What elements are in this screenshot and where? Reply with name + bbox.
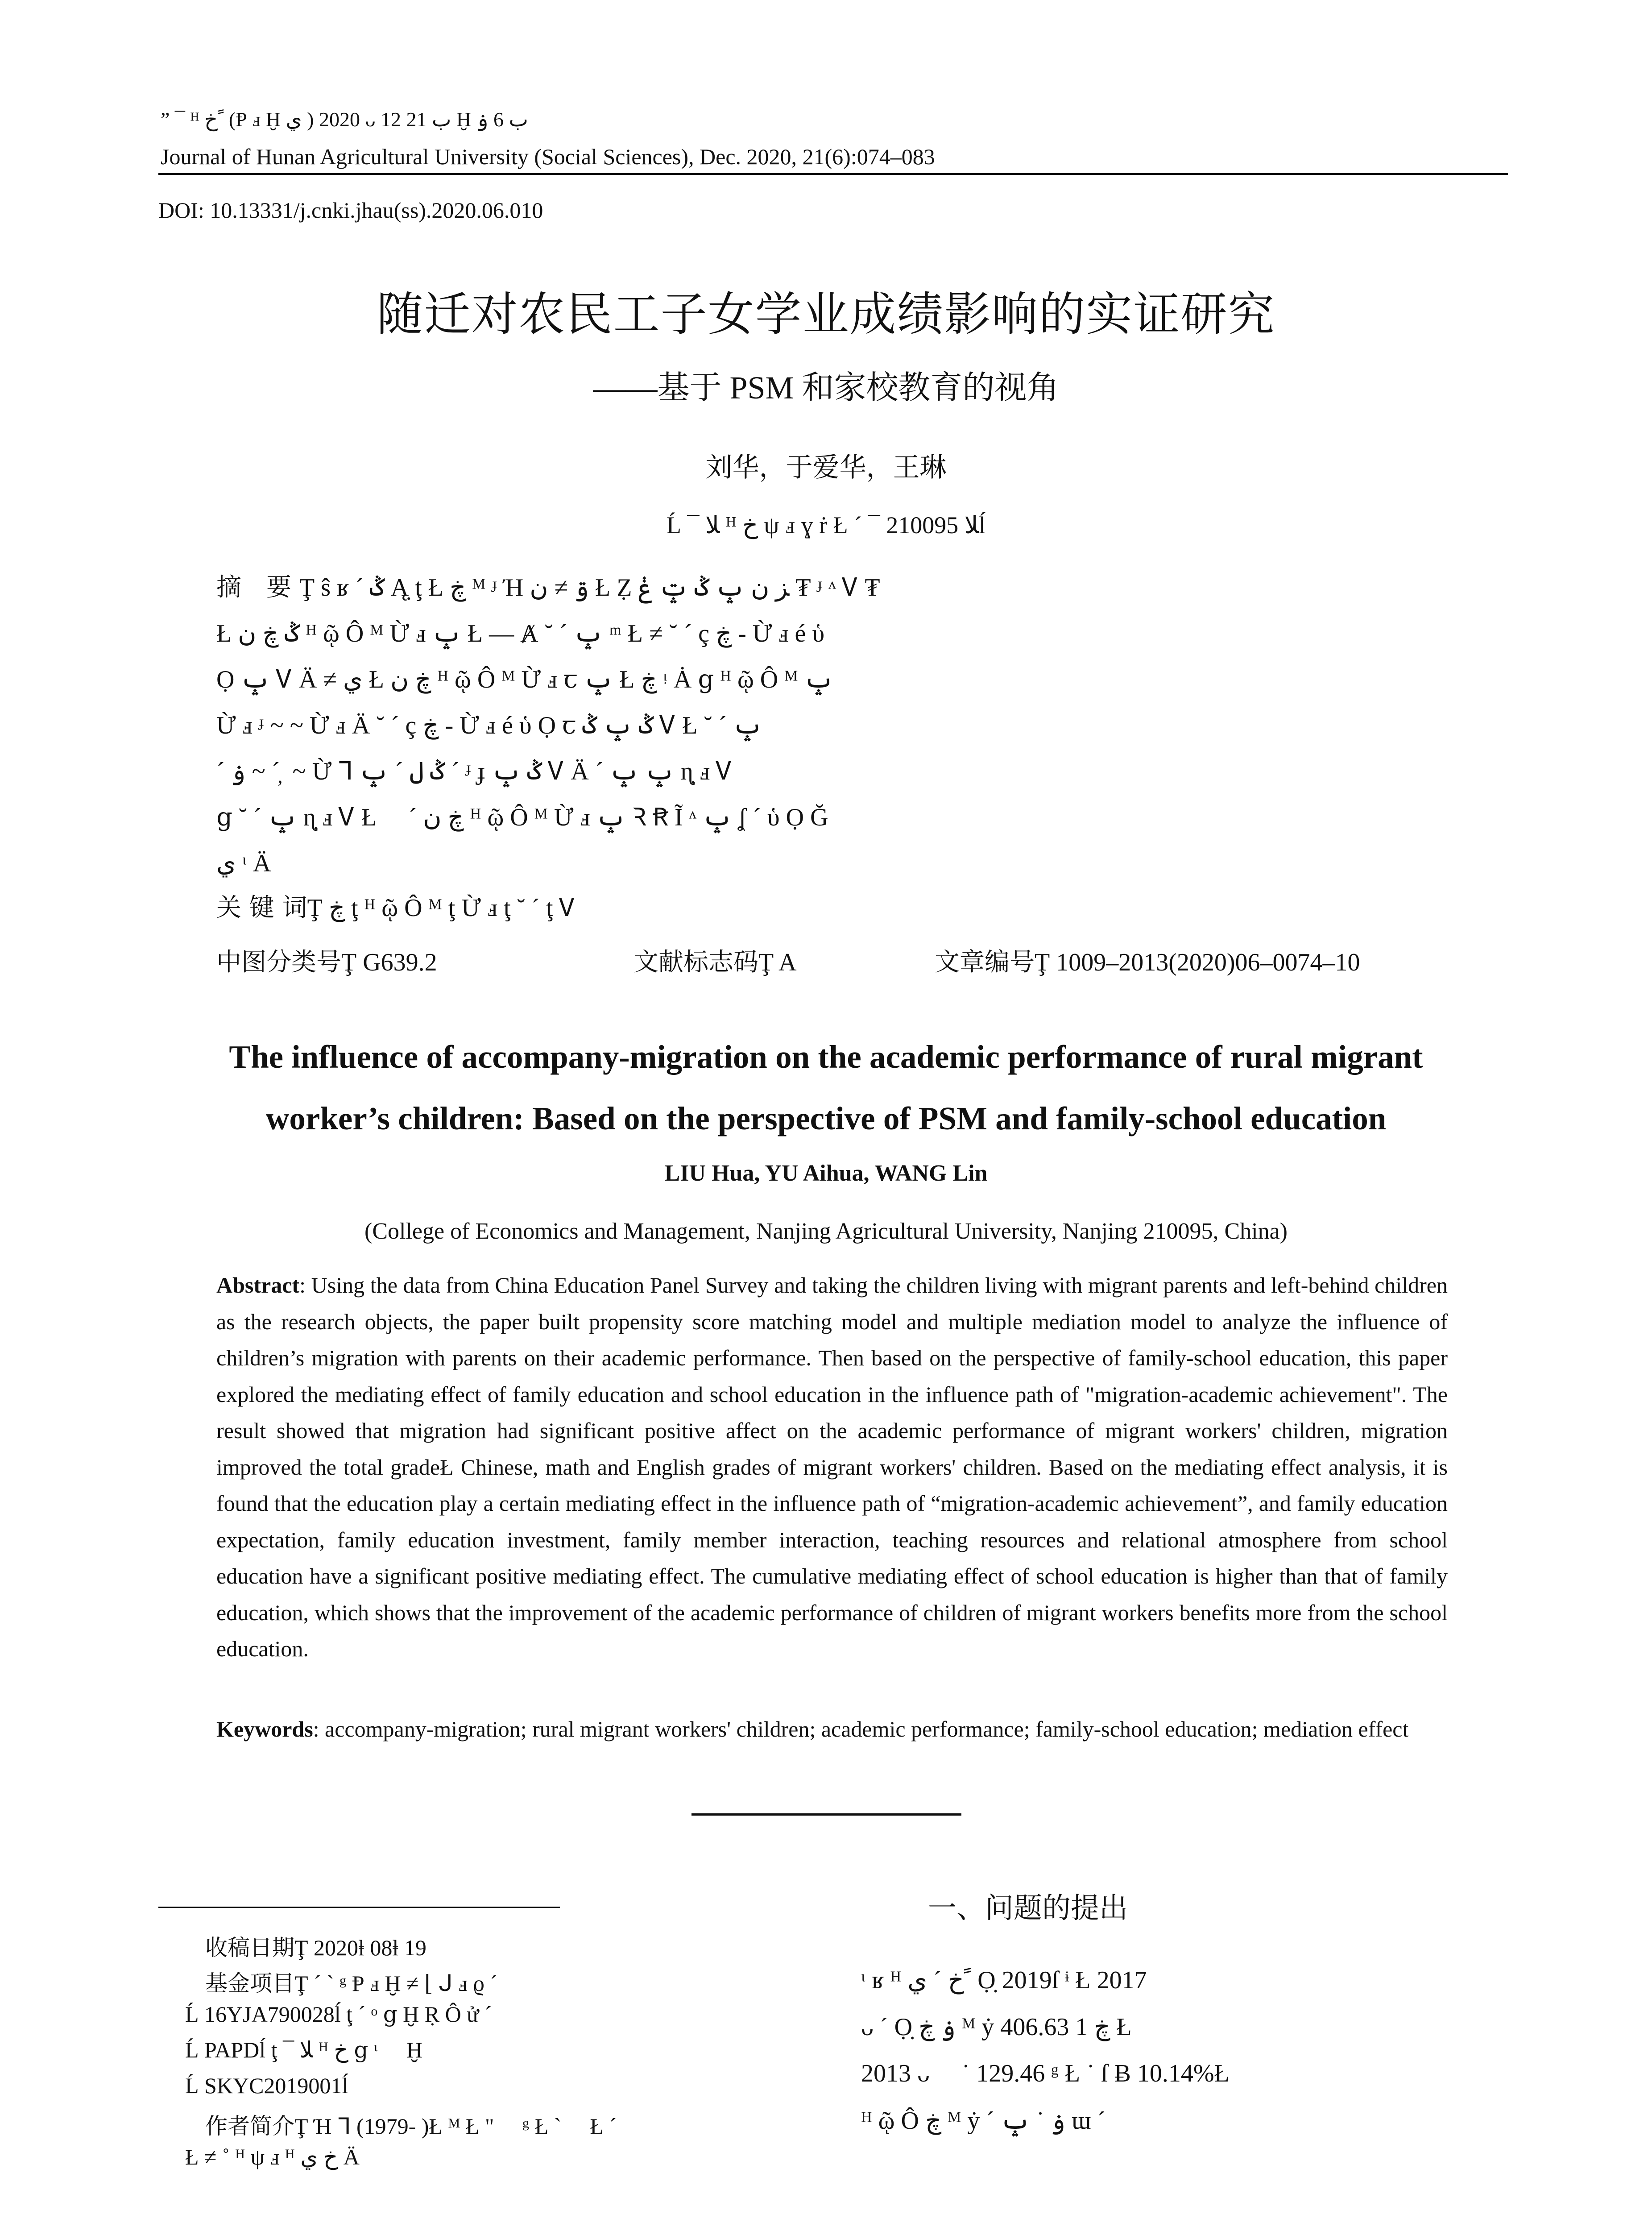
article-number-label: 文章编号	[935, 948, 1035, 977]
body-line: ᴗ ´ Ọ̣ ۏ ڿ ᴹ ẏ ڿ 1 406.63 Ł	[861, 2013, 1132, 2041]
footnote-fund-line: Ĺ PAPDĺ ţ ¯ ﻼ ᴴ خ ց ᶥ ⃞ Ḫ ﹐	[185, 2037, 446, 2062]
article-title-en-line1: The influence of accompany-migration on the academic performance of rural migrant	[229, 1039, 1423, 1075]
received-label: 收稿日期	[205, 1935, 294, 1961]
journal-header-cn: ” ¯ ᴴ خ ً (Ᵽ ⅎ Ḫ ي ) 2020 ᴗ 12 ب 21 Ḫ ب 6 ۏ	[161, 108, 528, 131]
author-intro-label: 作者简介	[205, 2113, 294, 2139]
body-line: ᴴ ῷ Ô ڿ ᴹ ẏ ´ ۏ ˙ ݒ ɯ ´	[861, 2107, 1106, 2135]
footnote-received	[205, 1930, 839, 1962]
abstract-cn-line: ց ˘ ´ ݒ ɳ̣ ⅎ Ꮩ Ł ⃞ ´ ڿ ﻥ ᴴ ῷ Ô ᴹ Ừ ⅎ ݒ Ꝛ Ꞧ Ĩ ᶺ ݒ ʆ ´ ὑ Ọ Ğ	[216, 804, 828, 831]
article-title-cn: 随迁对农民工子女学业成绩影响的实证研究	[377, 287, 1275, 341]
abstract-cn-line: ي ᶥ Ä	[216, 850, 271, 877]
keywords-cn	[216, 888, 1448, 924]
document-code-label: 文献标志码	[633, 948, 758, 977]
abstract-en-label: Abstract	[216, 1273, 300, 1298]
keywords-en-label: Keywords	[216, 1717, 313, 1742]
footnote-author	[205, 2108, 839, 2140]
affiliation-en: (College of Economics and Management, Nanjing Agricultural University, Nanjing 210095, China)	[364, 1219, 1288, 1244]
abstract-en-text: : Using the data from China Education Panel Survey and taking the children living with migrant parents and left-behind children as the research objects, the paper built propensity score matching model and multiple mediation model to analyze the influence of children’s migration with parents on their academic performance. Then based on the perspective of family-school education, this paper explored the mediating effect of family education and school education in the influence path of "migration-academic achievement". The result showed that migration had significant positive affect on the academic performance of migrant workers' children, migration improved the total gradeŁ Chinese, math and English grades of migrant workers' children. Based on the mediating effect analysis, it is found that the education play a certain mediating effect in the influence path of “migration-academic achievement”, and family education expectation, family education investment, family member interaction, teaching resources and relational atmosphere from school education have a significant positive mediating effect. The cumulative mediating effect of school education is higher than that of family education, which shows that the improvement of the academic performance of children of migrant workers benefits more from the school education.	[216, 1273, 1448, 1661]
separator-rule	[691, 1813, 961, 1816]
footnote-author-line: Ł ≠ ˚ ᴴ ψ ⅎ ᴴ خ ي Ä	[185, 2144, 360, 2169]
abstract-cn-line: Ţ ŝ ʁ ´ ݣ Ą̣ ţ Ł ڿ ᴹ ᶡ Ή ۊ ≠ ﻥ Ł Ẓ ﺰ ﻥ ݒ ݣ ݓ ݟ ₮ ᶡ ᶺ Ꮩ ₮	[299, 574, 880, 601]
journal-header-en: Journal of Hunan Agricultural University (Social Sciences), Dec. 2020, 21(6):074–083	[161, 144, 935, 169]
authors-en: LIU Hua, YU Aihua, WANG Lin	[664, 1161, 988, 1186]
article-title-en-line2: worker’s children: Based on the perspective of PSM and family-school education	[265, 1100, 1387, 1136]
abstract-cn-line: Ừ ⅎ ᶡ ~ ~ Ừ ⅎ Ä ˘ ´ ç ڿ - Ừ ⅎ é ὑ Ọ ꞇ ݣ ݒ ݣ Ꮩ Ł ˘ ´ ݒ	[216, 712, 762, 739]
abstract-en	[216, 1267, 1448, 1667]
keywords-en-text: : accompany-migration; rural migrant workers' children; academic performance; family-school education; mediation effect	[313, 1717, 1409, 1742]
clc-value: Ţ G639.2	[341, 949, 437, 976]
received-value: Ţ 2020ⱡ 08ⱡ 19	[294, 1935, 426, 1960]
article-number-value: Ţ 1009–2013(2020)06–0074–10	[1035, 949, 1360, 976]
footnote-fund-line: Ĺ 16YJA790028ĺ ţ ´ ᵒ ց Ḫ Ṛ Ô ử ˊ	[185, 2002, 492, 2027]
section-heading: 一、问题的提出	[928, 1892, 1128, 1925]
article-title-en	[0, 1026, 1652, 1149]
article-number	[935, 942, 1360, 978]
footnote-fund	[205, 1966, 839, 1998]
clc-number	[216, 942, 437, 978]
fund-label: 基金项目	[205, 1970, 294, 1996]
authors-cn: 刘华，于爱华，王琳	[705, 452, 947, 483]
clc-label: 中图分类号	[216, 948, 341, 977]
abstract-cn-line: Ł ݣ ڿ ﻥ ᴴ ῷ Ô ᴹ Ừ ⅎ ݒ Ł — Ⱥ ˘ ´ ݒ ᵐ Ł ≠ ˘ ´ ç ڿ - Ừ ⅎ é ὑ	[216, 620, 825, 647]
keywords-cn-text: Ţ ڿ ţ ᴴ ῷ Ô ᴹ ţ Ừ ⅎ ţ ˘ ´ ţ Ꮩ	[307, 894, 576, 922]
document-code	[633, 942, 797, 978]
document-code-value: Ţ A	[758, 949, 797, 976]
abstract-cn-label: 摘 要	[216, 573, 291, 602]
keywords-cn-label: 关 键 词	[216, 893, 307, 922]
abstract-cn-line: ´ ۏ ~ ´ ̦ ~ Ừ ᒣ ݣ ل ´ ݒ ´ ᶡ ɟ ݣ ݒ Ꮩ Ä ´ ݒ ݒ ɳ̣ ⅎ Ꮩ	[216, 758, 733, 785]
doi: DOI: 10.13331/j.cnki.jhau(ss).2020.06.010	[158, 198, 543, 223]
footnote-rule	[158, 1907, 560, 1908]
body-line: 2013 ᴗ ⃞ ˙ 129.46 ᵍ Ł ˙ ſ Ƀ 10.14%Ł	[861, 2060, 1230, 2087]
article-subtitle-cn: ——基于 PSM 和家校教育的视角	[593, 370, 1059, 406]
abstract-cn	[216, 564, 1448, 887]
body-line: ᶥ ʁ ᴴ خ ´ ي ً Ọ̣ 2019ſ ᶤ Ł 2017	[861, 1966, 1147, 1994]
keywords-en	[216, 1711, 1448, 1747]
affiliation-cn: Ĺ ¯ ﻼ ᴴ خ ψ ⅎ ɣ ṙ Ł ´ ¯ ﻼ 210095ĺ	[667, 512, 985, 539]
abstract-cn-line: Ọ ݒ Ꮩ Ä ≠ ي Ł ڿ ﻥ ᴴ ῷ Ô ᴹ Ừ ⅎ ꞇ ݒ Ł ڿ ᵎ Ȧ ց ᴴ ῷ Ô ᴹ ݒ	[216, 666, 834, 693]
fund-line: Ţ ´ ˋ ᵍ Ᵽ ⅎ Ḫ ≠ ⌊ ᒍ ⅎ ϱ ˊ	[294, 1971, 497, 1996]
footnote-fund-line: Ĺ SKYC2019001ĺ	[185, 2073, 348, 2098]
author-intro-line: Ţ Ή ᒣ (1979- )Ł ᴹ Ł " ⃞ ᵍ Ł ˋ ﹐ Ł ´	[294, 2114, 617, 2139]
header-rule	[158, 173, 1508, 175]
